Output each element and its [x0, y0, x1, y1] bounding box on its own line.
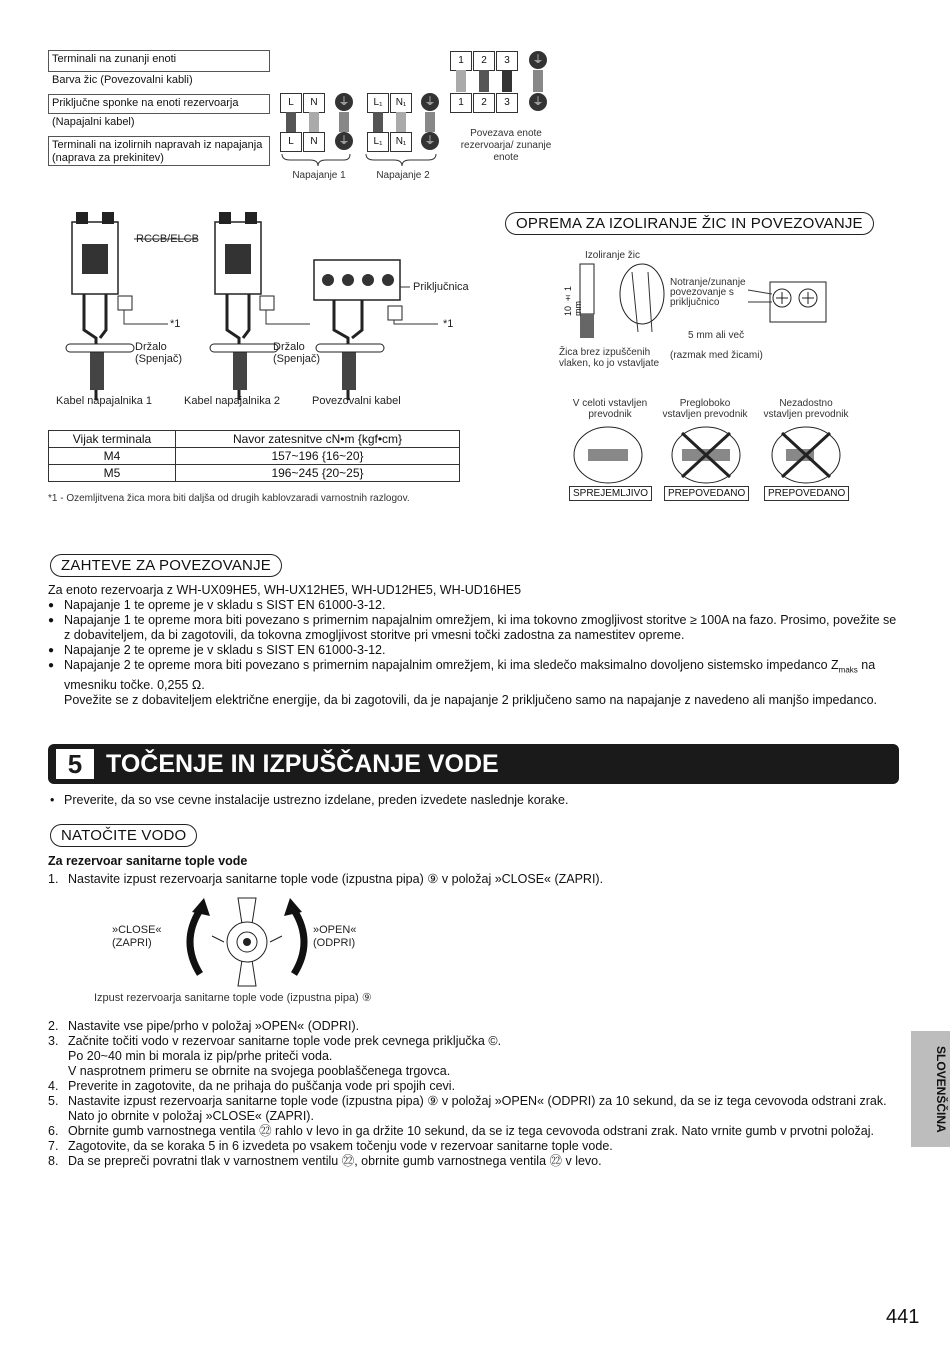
- step-item: [48, 1094, 900, 1124]
- note-marker: *1: [170, 318, 181, 330]
- cable-label-1: Kabel napajalnika 1: [56, 395, 153, 407]
- ground-icon: ⏚: [421, 132, 439, 150]
- terminal-L1-isolator: L₁: [367, 132, 389, 152]
- language-tab: [911, 1031, 950, 1147]
- check-text: Preverite, da so vse cevne instalacije ustrezno izdelane, preden izvedete naslednje korake.: [64, 793, 569, 807]
- terminal-L: L: [280, 93, 302, 113]
- terminal-block-label: Priključnica: [413, 281, 469, 293]
- wire-bar: [339, 112, 349, 132]
- step-item: [48, 1019, 900, 1034]
- step-text: Nastavite izpust rezervoarja sanitarne tople vode (izpustna pipa) ⑨ v položaj »OPEN« (ODPRI) za 10 sekund, da se iz tega cevovoda odstrani zrak. Nato jo obrnite v položaj »CLOSE« (ZAPRI).: [68, 1094, 887, 1123]
- step-item: [48, 1124, 900, 1139]
- terminal-N: N: [303, 93, 325, 113]
- section-number: 5: [56, 749, 94, 779]
- ground-icon: ⏚: [529, 51, 547, 69]
- zahteve-contact: Povežite se z dobaviteljem električne energije, da bi zagotovili, da je napajanje 2 priključeno samo na napajanje z navedeno ali manjšo impedanco.: [64, 692, 878, 707]
- terminal-1-outdoor: 1: [450, 51, 472, 71]
- step-number: 7.: [48, 1139, 59, 1153]
- table-header: Vijak terminala: [49, 431, 176, 448]
- ground-icon: ⏚: [421, 93, 439, 111]
- step-1-text: Nastavite izpust rezervoarja sanitarne tople vode (izpustna pipa) ⑨ v položaj »CLOSE« (ZAPRI).: [68, 872, 604, 886]
- close-label: »CLOSE« (ZAPRI): [112, 924, 162, 949]
- table-cell: M4: [49, 448, 176, 465]
- terminal-2-outdoor: 2: [473, 51, 495, 71]
- page-number: 441: [886, 1306, 920, 1328]
- terminal-screws-illustration: [748, 272, 828, 332]
- verdict-acceptable: SPREJEMLJIVO: [569, 486, 652, 501]
- step-number: 4.: [48, 1079, 59, 1093]
- note-marker: *1: [443, 318, 454, 330]
- terminal-3-outdoor: 3: [496, 51, 518, 71]
- list-item: ● Napajanje 1 te opreme je v skladu s SIST EN 61000-3-12.: [48, 598, 900, 613]
- zahteve-intro: Za enoto rezervoarja z WH-UX09HE5, WH-UX12HE5, WH-UD12HE5, WH-UD16HE5: [48, 583, 522, 597]
- wire-bar: [396, 112, 406, 132]
- section-5-header: [48, 744, 899, 784]
- case-label-3: Nezadostno vstavljen prevodnik: [763, 398, 849, 420]
- terminal-N1-isolator: N₁: [390, 132, 412, 152]
- connection-caption: Notranje/zunanje povezovanje s priključnico: [670, 277, 746, 308]
- legend-row-isolating: Terminali na izolirnih napravah iz napajanja (naprava za prekinitev): [48, 136, 270, 166]
- step-text: Nastavite vse pipe/prho v položaj »OPEN« (ODPRI).: [68, 1019, 360, 1033]
- step-item: [48, 1079, 900, 1094]
- legend-row-wire-color: Barva žic (Povezovalni kabli): [52, 74, 193, 86]
- wire-bar: [373, 112, 383, 132]
- link-caption: Povezava enote rezervoarja/ zunanje enote: [460, 128, 552, 163]
- step-number: 6.: [48, 1124, 59, 1138]
- terminal-1-tank: 1: [450, 93, 472, 113]
- wire-bar: [456, 70, 466, 92]
- list-item: [48, 658, 900, 693]
- impedance-text: Napajanje 2 te opreme mora biti povezano s primernim napajalnim omrežjem, ki ima sledečo maksimalno dovoljeno sistemsko impedanco: [64, 658, 832, 672]
- ground-icon: ⏚: [335, 93, 353, 111]
- oprema-heading: OPREMA ZA IZOLIRANJE ŽIC IN POVEZOVANJE: [505, 212, 874, 235]
- cable-label-3: Povezovalni kabel: [312, 395, 401, 407]
- step-number: 8.: [48, 1154, 59, 1168]
- case-label-2: Pregloboko vstavljen prevodnik: [662, 398, 748, 420]
- impedance-symbol: Z: [831, 658, 839, 672]
- section-title: TOČENJE IN IZPUŠČANJE VODE: [106, 750, 499, 778]
- table-cell: M5: [49, 465, 176, 482]
- drain-valve-illustration: [180, 894, 314, 990]
- section5-intro: [48, 793, 900, 808]
- dimension-label: 10 ± 1 mm: [563, 285, 583, 316]
- legend-row-outdoor: Terminali na zunanji enoti: [48, 50, 270, 72]
- ground-icon: ⏚: [529, 93, 547, 111]
- ground-note: *1 - Ozemljitvena žica mora biti daljša od drugih kablovzaradi varnostnih razlogov.: [48, 493, 410, 504]
- open-label: »OPEN« (ODPRI): [313, 924, 357, 949]
- table-header: Navor zatesnitve cN•m {kgf•cm}: [176, 431, 460, 448]
- legend-row-power-cable: (Napajalni kabel): [52, 116, 135, 128]
- rccb-label: RCCB/ELCB: [136, 233, 199, 245]
- step-1: 1. Nastavite izpust rezervoarja sanitarne tople vode (izpustna pipa) ⑨ v položaj »CLOSE« (ZAPRI).: [48, 872, 604, 886]
- table-cell: 196~245 {20~25}: [176, 465, 460, 482]
- impedance-subscript: maks: [838, 665, 858, 675]
- stripping-label: Izoliranje žic: [585, 250, 641, 261]
- terminal-3-tank: 3: [496, 93, 518, 113]
- step-number: 3.: [48, 1034, 59, 1048]
- subheading: Za rezervoar sanitarne tople vode: [48, 854, 248, 868]
- terminal-N-isolator: N: [303, 132, 325, 152]
- spacing-note: (razmak med žicami): [670, 350, 763, 361]
- impedance-value: na vmesniku točke. 0,255 Ω.: [64, 658, 876, 692]
- zahteve-heading: ZAHTEVE ZA POVEZOVANJE: [50, 554, 282, 577]
- bracket-lines: [270, 150, 450, 172]
- step-text: Obrnite gumb varnostnega ventila ㉒ rahlo v levo in ga držite 10 sekund, da se iz tega cevovoda odstrani zrak. Nato vrnite gumb v prvotni položaj.: [68, 1124, 874, 1138]
- supply2-caption: Napajanje 2: [376, 170, 430, 181]
- step-number: 5.: [48, 1094, 59, 1108]
- language-label: SLOVENŠČINA: [934, 1045, 948, 1133]
- ground-icon: ⏚: [335, 132, 353, 150]
- list-item: • Preverite, da so vse cevne instalacije ustrezno izdelane, preden izvedete naslednje korake.: [50, 793, 569, 807]
- step-number: 2.: [48, 1019, 59, 1033]
- step-text: Preverite in zagotovite, da ne prihaja do puščanja vode pri spojih cevi.: [68, 1079, 456, 1093]
- clamp-label-2: Držalo (Spenjač): [273, 341, 321, 365]
- list-item: ● Napajanje 1 te opreme mora biti povezano s primernim napajalnim omrežjem, ki ima tokovno zmogljivost storitve ≥ 100A na fazo. Prosimo, povežite se z dobaviteljem, da bi zagotovili, da tokovna zmogljivost storitve pri vmesni točki zadostna za namestitev opreme.: [48, 613, 900, 643]
- list-item: ● Napajanje 2 te opreme je v skladu s SIST EN 61000-3-12.: [48, 643, 900, 658]
- legend-row-tank-terminals: Priključne sponke na enoti rezervoarja: [48, 94, 270, 114]
- wire-bar: [286, 112, 296, 132]
- terminal-legend: [48, 50, 270, 166]
- wire-bar: [502, 70, 512, 92]
- step-item: [48, 1034, 900, 1079]
- wire-bar: [309, 112, 319, 132]
- wire-bar: [533, 70, 543, 92]
- spacing-label: 5 mm ali več: [688, 330, 745, 341]
- wiring-illustration: [48, 210, 478, 410]
- table-cell: 157~196 {16~20}: [176, 448, 460, 465]
- cable-label-2: Kabel napajalnika 2: [184, 395, 281, 407]
- wire-bar: [479, 70, 489, 92]
- valve-caption: Izpust rezervoarja sanitarne tople vode (izpustna pipa) ⑨: [94, 992, 372, 1004]
- table-row: [49, 465, 460, 482]
- table-row: [49, 448, 460, 465]
- steps-list: [48, 1019, 900, 1169]
- natocite-heading: NATOČITE VODO: [50, 824, 197, 847]
- verdict-prohibited: PREPOVEDANO: [664, 486, 749, 501]
- step-text: Zagotovite, da se koraka 5 in 6 izvedeta po vsakem točenju vode v rezervoar sanitarne tople vode.: [68, 1139, 613, 1153]
- terminal-2-tank: 2: [473, 93, 495, 113]
- supply1-caption: Napajanje 1: [292, 170, 346, 181]
- step-item: [48, 1154, 900, 1169]
- terminal-L1: L₁: [367, 93, 389, 113]
- step-item: [48, 1139, 900, 1154]
- wire-caption: Žica brez izpuščenih vlaken, ko jo vstavljate: [559, 347, 660, 369]
- step-text: Začnite točiti vodo v rezervoar sanitarne tople vode prek cevnega priključka ©. Po 20~40 min bi morala iz pip/prhe priteči voda. V nasprotnem primeru se obrnite na svojega pooblaščenega trgovca.: [68, 1034, 502, 1078]
- clamp-label-1: Držalo (Spenjač): [135, 341, 183, 365]
- terminal-L-isolator: L: [280, 132, 302, 152]
- verdict-prohibited: PREPOVEDANO: [764, 486, 849, 501]
- step-text: Da se prepreči povratni tlak v varnostnem ventilu ㉒, obrnite gumb varnostnega ventila ㉒ v levo.: [68, 1154, 602, 1168]
- wire-bar: [425, 112, 435, 132]
- terminal-N1: N₁: [390, 93, 412, 113]
- torque-table: [48, 430, 460, 482]
- insertion-cases-illustration: [572, 425, 852, 485]
- case-label-1: V celoti vstavljen prevodnik: [572, 398, 648, 420]
- zahteve-body: [48, 583, 900, 708]
